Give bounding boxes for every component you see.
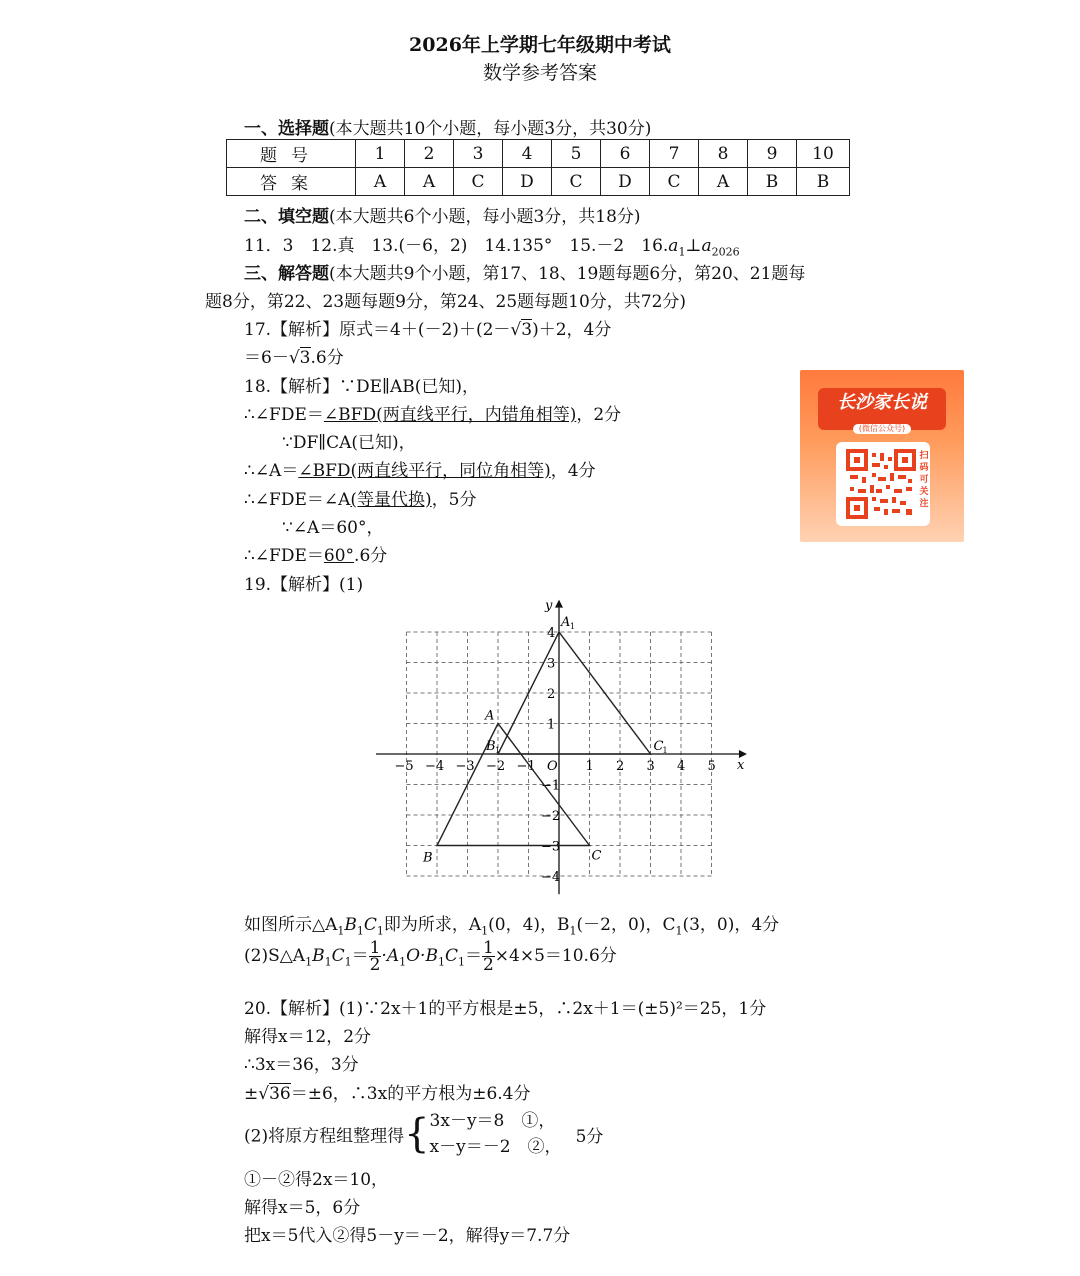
point-a1-label: A	[561, 615, 571, 630]
var-a: a	[701, 236, 712, 256]
q20-line2: 解得x＝12，2分	[244, 1027, 372, 1047]
section1-heading-line	[244, 114, 651, 139]
q17-label: 17.【解析】	[244, 320, 340, 340]
x-tick-label: 5	[707, 759, 716, 774]
q18-answer: 60°	[323, 546, 355, 566]
subscript: 1	[376, 924, 384, 938]
q20-label: 20.【解析】	[244, 999, 340, 1019]
q19-text: (3，0)，4分	[682, 915, 780, 935]
x-tick-label: −4	[425, 759, 445, 774]
section1-heading: 一、选择题	[244, 119, 329, 139]
q17-text: .6分	[310, 348, 344, 368]
table-cell: A	[405, 168, 454, 196]
coordinate-graph	[370, 596, 750, 902]
q19-text: C	[444, 946, 458, 966]
table-row-label: 题号	[227, 140, 356, 168]
q18-text: ∴∠FDE＝	[244, 405, 324, 425]
q18-line2	[244, 400, 621, 425]
q19-line2	[244, 910, 779, 937]
table-cell: 5	[552, 140, 601, 168]
q18-line5	[244, 485, 477, 510]
subscript: 1	[569, 924, 577, 938]
section2-note: (本大题共6个小题，每小题3分，共18分)	[329, 207, 641, 227]
sqrt-symbol: √	[510, 320, 522, 340]
q20-line6: ①－②得2x＝10，	[244, 1170, 389, 1190]
y-axis-label: y	[545, 598, 553, 614]
x-axis-arrow	[739, 750, 747, 758]
ad-subtitle: (微信公众号)	[853, 424, 911, 434]
fraction-denominator: 2	[369, 955, 381, 975]
section3-heading: 三、解答题	[244, 264, 329, 284]
table-cell: A	[356, 168, 405, 196]
table-cell: 2	[405, 140, 454, 168]
subscript: 1	[675, 924, 683, 938]
q20-line3: ∴3x＝36，3分	[244, 1055, 359, 1075]
subscript: 1	[344, 955, 352, 969]
point-c-label: C	[591, 848, 602, 864]
table-cell: 1	[356, 140, 405, 168]
q18-line1	[244, 372, 479, 397]
q19-text: B	[344, 915, 357, 935]
point-b-label: B	[423, 850, 433, 866]
y-axis-arrow	[555, 600, 563, 608]
ad-side-text: 扫码可关注	[919, 451, 929, 509]
x-tick-label: 1	[585, 759, 594, 774]
q20-line7: 解得x＝5，6分	[244, 1198, 361, 1218]
q19-line1	[244, 570, 363, 595]
table-cell: D	[601, 168, 650, 196]
section2-heading: 二、填空题	[244, 207, 329, 227]
radicand: 3	[521, 320, 533, 340]
table-row	[227, 168, 850, 196]
table-cell: 7	[650, 140, 699, 168]
fraction-numerator: 1	[482, 938, 494, 958]
q18-line3: ∵DF∥CA(已知)，	[282, 433, 416, 453]
q18-text: .6分	[354, 546, 388, 566]
fraction	[369, 940, 382, 973]
q20-line4	[244, 1079, 530, 1104]
y-tick-label: −2	[541, 809, 561, 824]
y-tick-label: 1	[547, 717, 556, 733]
answer-table	[226, 139, 850, 196]
subscript: 2026	[711, 245, 740, 259]
q19-text: (2)S△A	[244, 946, 306, 966]
q19-line3	[244, 940, 617, 973]
table-cell: A	[699, 168, 748, 196]
x-tick-label: 4	[677, 759, 686, 774]
subscript: 1	[437, 955, 445, 969]
radicand: 36	[269, 1084, 291, 1104]
table-cell: 4	[503, 140, 552, 168]
q19-text: B	[312, 946, 325, 966]
q17-line2	[244, 343, 344, 368]
fraction-numerator: 1	[369, 938, 381, 958]
q20-text: (1)∵2x＋1的平方根是±5，∴2x＋1＝(±5)²＝25，1分	[339, 999, 767, 1019]
q19-text: ×4×5＝10.6分	[494, 946, 617, 966]
q18-line6: ∵∠A＝60°，	[282, 518, 384, 538]
q20-text: ±	[244, 1084, 259, 1104]
x-axis-label: x	[736, 758, 745, 773]
q20-line8: 把x＝5代入②得5－y＝－2，解得y＝7.7分	[244, 1226, 571, 1246]
q20-text: (2)将原方程组整理得	[244, 1126, 405, 1147]
q17-line1	[244, 315, 611, 340]
qr-code-box[interactable]	[836, 442, 930, 526]
q19-text: 即为所求，A	[383, 915, 482, 935]
x-tick-label: −2	[486, 759, 506, 774]
q19-text: (0，4)，B	[488, 915, 570, 935]
x-tick-label: 2	[616, 759, 625, 774]
subscript: 1	[356, 924, 364, 938]
section3-heading-line	[244, 259, 805, 284]
equation-1: 3x－y＝8 ①，	[429, 1111, 556, 1131]
x-tick-label: −1	[516, 759, 536, 774]
q18-answer: ∠BFD(两直线平行，同位角相等)	[298, 461, 551, 481]
point-c1-label-subscript: 1	[662, 746, 668, 755]
section2-heading-line	[244, 202, 641, 227]
q19-text: C	[363, 915, 377, 935]
equation-system	[430, 1108, 562, 1160]
q18-text: ∴∠FDE＝∠A	[244, 490, 351, 510]
q18-answer: ∠BFD(两直线平行，内错角相等)	[323, 405, 577, 425]
table-cell: C	[552, 168, 601, 196]
fill-answers-text: 11．3 12.真 13.(－6，2) 14.135° 15.－2 16.	[244, 236, 669, 256]
table-cell: 3	[454, 140, 503, 168]
q18-text: ∴∠A＝	[244, 461, 299, 481]
x-tick-label: −5	[394, 759, 414, 774]
x-tick-label: 3	[646, 759, 655, 774]
qr-code-icon	[846, 449, 916, 519]
point-b1-label-subscript: 1	[495, 746, 501, 755]
q19-text: ＝	[464, 946, 482, 966]
sqrt-symbol: √	[288, 348, 300, 368]
q18-line7	[244, 541, 387, 566]
q18-text: ∴∠FDE＝	[244, 546, 324, 566]
point-a-label: A	[485, 708, 495, 724]
table-cell: 6	[601, 140, 650, 168]
subscript: 1	[305, 955, 313, 969]
y-tick-label: 3	[547, 656, 556, 672]
q19-text: 如图所示△A	[244, 915, 338, 935]
q20-line5	[244, 1108, 603, 1160]
table-cell: D	[503, 168, 552, 196]
q19-text: ＝	[351, 946, 369, 966]
q19-label: 19.【解析】	[244, 575, 340, 595]
q20-text: ＝±6，∴3x的平方根为±6.4分	[290, 1084, 531, 1104]
q18-text: ，4分	[550, 461, 596, 481]
q17-text: 原式＝4＋(－2)＋(2－	[339, 320, 511, 340]
y-tick-label: 4	[547, 626, 556, 641]
q19-part: (1)	[339, 575, 364, 595]
subscript: 1	[457, 955, 465, 969]
sqrt-symbol: √	[258, 1084, 270, 1104]
point-c1-label: C	[653, 739, 664, 754]
ad-title: 长沙家长说	[837, 392, 927, 413]
table-cell: B	[797, 168, 850, 196]
brace-symbol: {	[404, 1111, 430, 1157]
table-row-label: 答案	[227, 168, 356, 196]
q19-text: O·B	[406, 946, 438, 966]
q17-text: )＋2，4分	[532, 320, 612, 340]
perp-symbol: ⊥	[685, 236, 702, 256]
fraction	[482, 940, 495, 973]
x-tick-label: −3	[455, 759, 475, 774]
page-title: 2026年上学期七年级期中考试	[409, 34, 671, 56]
table-row	[227, 140, 850, 168]
qr-ad-card[interactable]	[800, 370, 964, 542]
y-tick-label: 2	[547, 687, 556, 702]
table-cell: C	[454, 168, 503, 196]
q18-answer: (等量代换)	[350, 490, 432, 510]
y-tick-label: −3	[541, 839, 561, 855]
subscript: 1	[324, 955, 332, 969]
y-tick-label: −1	[541, 778, 561, 794]
table-cell: 9	[748, 140, 797, 168]
equation-2: x－y＝－2 ②，	[429, 1137, 562, 1157]
table-cell: 8	[699, 140, 748, 168]
q20-text: 5分	[575, 1126, 604, 1147]
q17-text: ＝6－	[244, 348, 289, 368]
radicand: 3	[299, 348, 311, 368]
section2-answers	[244, 231, 740, 258]
section1-note: (本大题共10个小题，每小题3分，共30分)	[329, 119, 652, 139]
q18-text: ∵DE∥AB(已知)，	[339, 377, 479, 397]
table-cell: 10	[797, 140, 850, 168]
fraction-denominator: 2	[482, 955, 494, 975]
page-subtitle: 数学参考答案	[482, 62, 597, 84]
q18-text: ，5分	[431, 490, 477, 510]
y-tick-label: −4	[541, 870, 561, 885]
table-cell: C	[650, 168, 699, 196]
q19-text: C	[331, 946, 345, 966]
q18-text: ，2分	[576, 405, 622, 425]
subscript: 1	[481, 924, 489, 938]
origin-label: O	[547, 759, 558, 774]
q20-line1	[244, 994, 766, 1019]
ad-banner	[818, 388, 946, 433]
var-a: a	[668, 236, 679, 256]
subscript: 1	[337, 924, 345, 938]
q18-label: 18.【解析】	[244, 377, 340, 397]
point-a1-label-subscript: 1	[570, 622, 576, 631]
q19-text: ·A	[381, 946, 400, 966]
point-b1-label: B	[486, 739, 496, 754]
q18-line4	[244, 456, 596, 481]
subscript: 1	[399, 955, 407, 969]
table-cell: B	[748, 168, 797, 196]
section3-note1: (本大题共9个小题，第17、18、19题每题6分，第20、21题每	[329, 264, 806, 284]
q19-text: (－2，0)，C	[576, 915, 676, 935]
subscript: 1	[678, 245, 686, 259]
section3-note2: 题8分，第22、23题每题9分，第24、25题每题10分，共72分)	[205, 292, 687, 312]
